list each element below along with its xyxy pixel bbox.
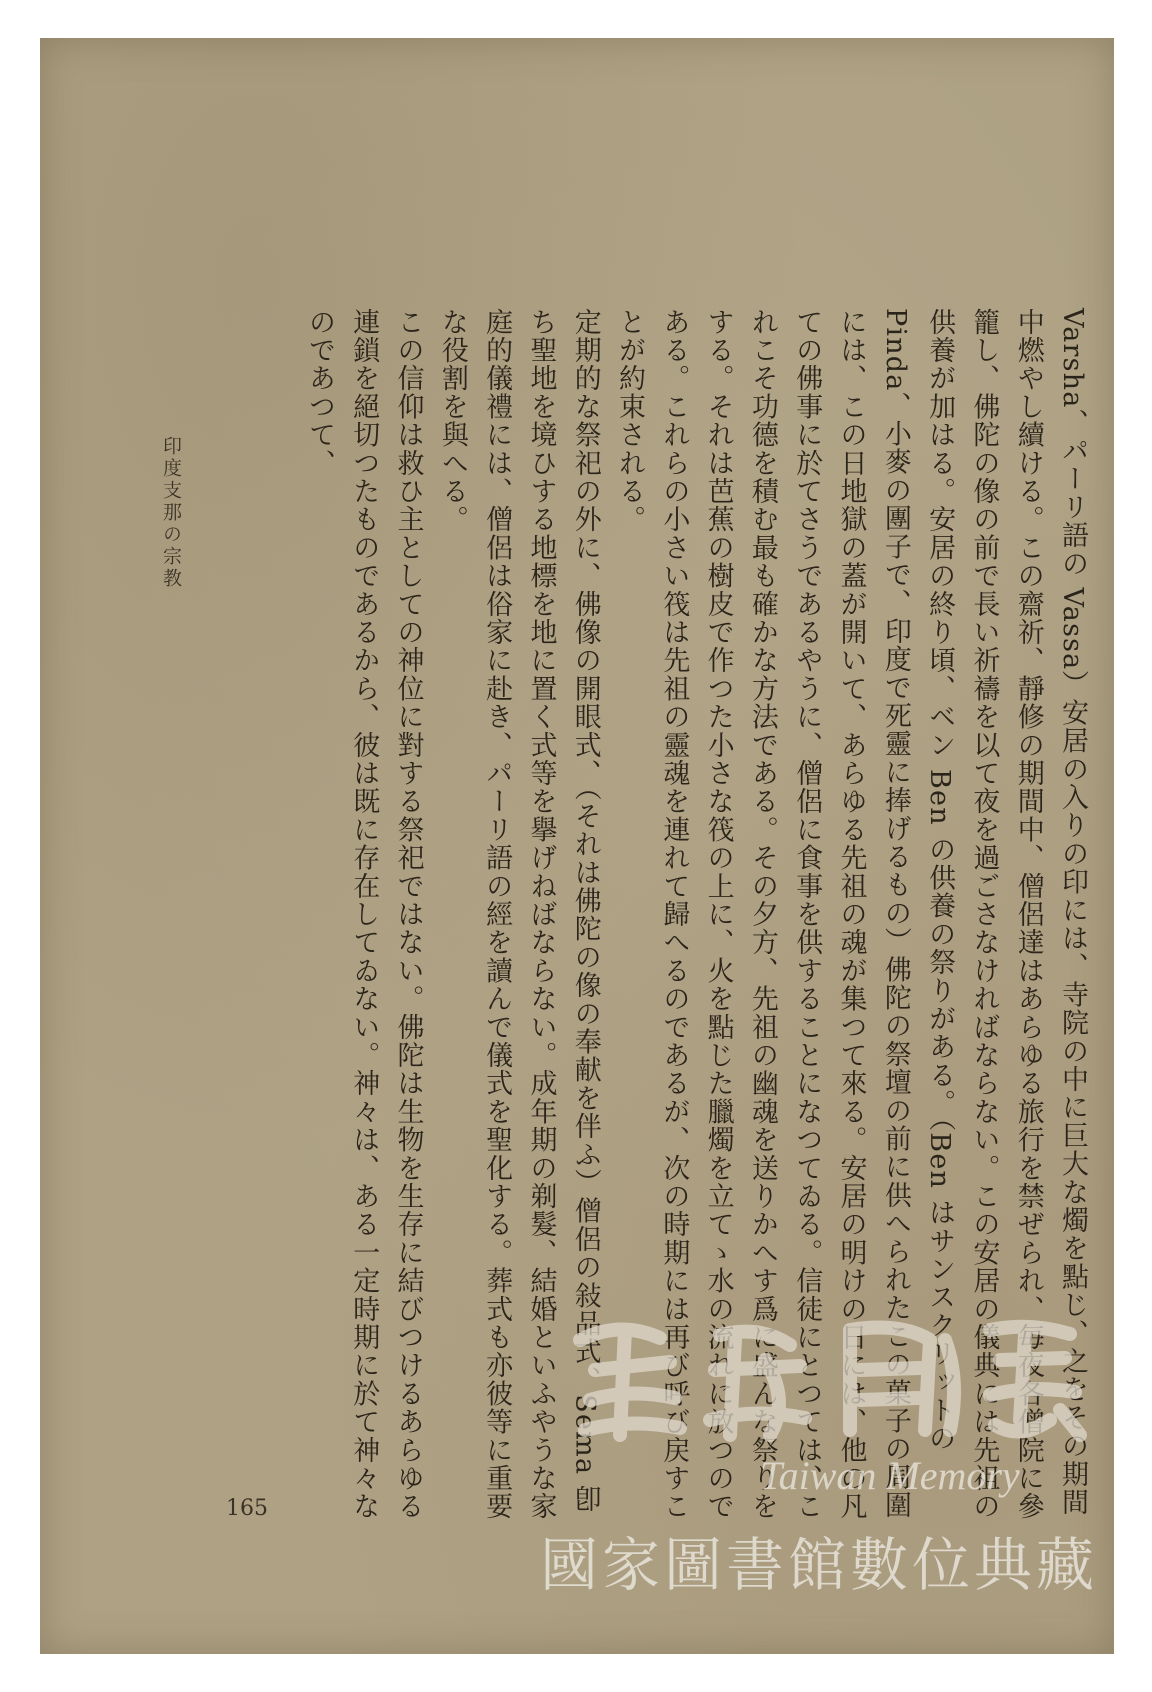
main-text-vertical	[208, 308, 1094, 1530]
page-number: 165	[226, 1496, 268, 1521]
watermark-english: Taiwan Memory	[760, 1453, 1020, 1498]
paragraph-3: この信仰は救ひ主としての神位に對する祭祀ではない。佛陀は生物を生存に結びつけるあらゆる連鎖を絕切つたものであるから、彼は既に存在してゐない。神々は、ある一定時期に於て神々なのであつて、	[303, 308, 424, 1521]
paragraph-2: 定期的な祭祀の外に、佛像の開眼式、（それは佛陀の像の奉献を伴ふ）僧侶の敍品式、Sema 卽ち聖地を境ひする地標を地に置く式等を擧げねばならない。成年期の剃髮、結婚といふやうな家庭的儀禮には、僧侶は俗家に赴き、パーリ語の經を讀んで儀式を聖化する。葬式も亦彼等に重要な役割を與へる。	[436, 308, 601, 1521]
paragraph-1: Varsha、パーリ語の Vassa）安居の入りの印には、寺院の中に巨大な燭を點じ、之をその期間中燃やし續ける。この齋祈、靜修の期間中、僧侶達はあらゆる旅行を禁ぜられ、毎夜各僧院に參籠し、佛陀の像の前で長い祈禱を以て夜を過ごさなければならない。この安居の儀典には先祖の供養が加はる。安居の終り頃、ベン Ben の供養の祭りがある。（Ben はサンスクリットの Pinda、小麥の團子で、印度で死靈に捧げるもの）佛陀の祭壇の前に供へられたこの菓子の周圍には、この日地獄の蓋が開いて、あらゆる先祖の魂が集つて來る。安居の明けの日には、他の凡ての佛事に於てさうであるやうに、僧侶に食事を供することになつてゐる。信徒にとつては、これこそ功德を積む最も確かな方法である。その夕方、先祖の幽魂を送りかへす爲に盛んな祭りをする。それは芭蕉の樹皮で作つた小さな筏の上に、火を點じた臘燭を立てゝ水の流れに放つのである。これらの小さい筏は先祖の靈魂を連れて歸へるのであるが、次の時期には再び呼び戻すことが約束される。	[614, 308, 1088, 1521]
watermark-chinese: 國家圖書館數位典藏	[540, 1531, 1099, 1599]
scanned-page	[40, 38, 1114, 1654]
running-head: 印度支那の宗教	[160, 436, 182, 590]
